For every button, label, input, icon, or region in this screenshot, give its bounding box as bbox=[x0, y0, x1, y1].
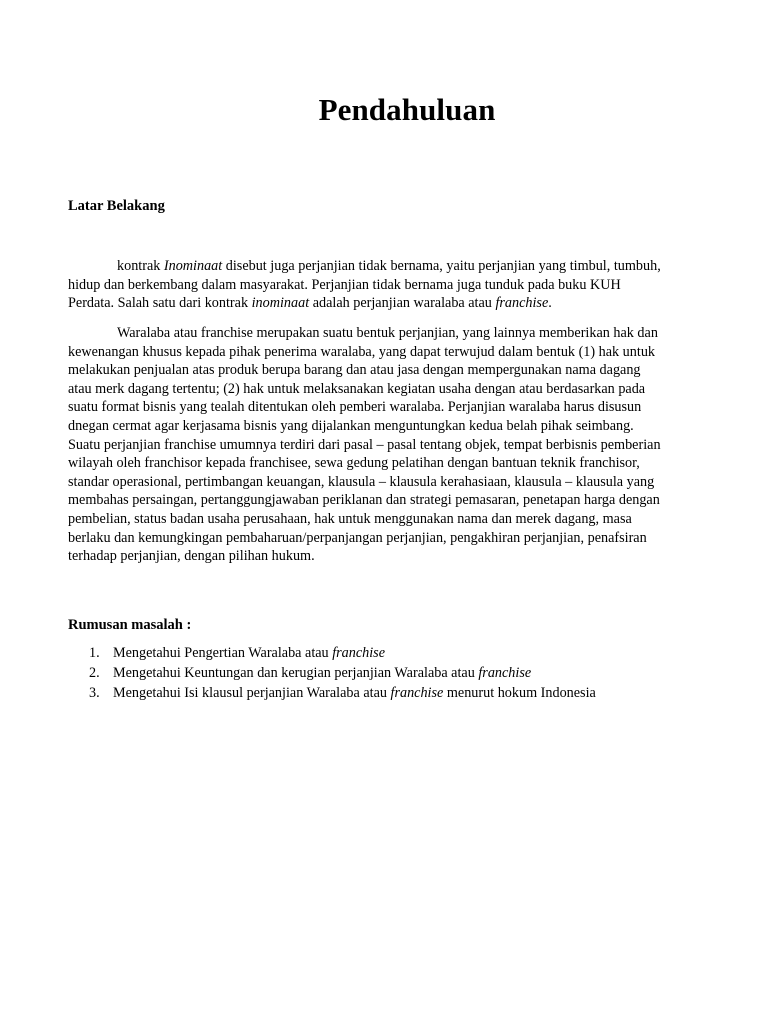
section-heading-rumusan-masalah: Rumusan masalah : bbox=[68, 617, 192, 633]
paragraph-line: Suatu perjanjian franchise umumnya terdiri dari pasal – pasal tentang objek, tempat berbisnis pemberian bbox=[68, 436, 661, 453]
text-run: disebut juga perjanjian tidak bernama, yaitu perjanjian yang timbul, tumbuh, bbox=[222, 258, 661, 274]
page-title: Pendahuluan bbox=[318, 92, 496, 127]
italic-term: franchise bbox=[478, 665, 532, 681]
italic-term: Inominaat bbox=[163, 258, 223, 274]
list-number: 3. bbox=[89, 685, 100, 701]
text-run: adalah perjanjian waralaba atau bbox=[309, 295, 496, 312]
list-number: 1. bbox=[89, 645, 100, 661]
paragraph-intro bbox=[68, 257, 728, 313]
paragraph-line: hidup dan berkembang dalam masyarakat. Perjanjian tidak bernama juga tunduk pada buku KUH bbox=[68, 276, 621, 293]
text-run: Mengetahui Pengertian Waralaba atau bbox=[113, 645, 333, 661]
text-run: Mengetahui Isi klausul perjanjian Waralaba atau bbox=[113, 685, 391, 701]
italic-term: franchise bbox=[495, 295, 549, 312]
list-item bbox=[68, 643, 596, 663]
paragraph-line: kewenangan khusus kepada pihak penerima waralaba, yang dapat terwujud dalam bentuk (1) hak untuk bbox=[68, 343, 656, 360]
italic-term: franchise bbox=[332, 645, 386, 661]
paragraph-line: pembelian, status badan usaha perusahaan, hak untuk menggunakan nama dan merek dagang, masa bbox=[68, 510, 632, 527]
list-number: 2. bbox=[89, 665, 100, 681]
paragraph-line: terhadap perjanjian, dengan pilihan hukum. bbox=[68, 548, 315, 565]
italic-term: franchise bbox=[390, 685, 444, 701]
list-item bbox=[68, 663, 596, 683]
text-run: Mengetahui Keuntungan dan kerugian perjanjian Waralaba atau bbox=[113, 665, 479, 681]
paragraph-line: Waralaba atau franchise merupakan suatu bentuk perjanjian, yang lainnya memberikan hak dan bbox=[117, 325, 658, 341]
paragraph-line: melakukan penjualan atas produk berupa barang dan atau jasa dengan mempergunakan nama dagang bbox=[68, 362, 641, 379]
text-run: kontrak bbox=[117, 258, 164, 274]
paragraph-line bbox=[68, 257, 728, 276]
paragraph-line: berlaku dan kemungkingan pembaharuan/perpanjangan perjanjian, pengakhiran perjanjian, penafsiran bbox=[68, 529, 647, 546]
text-run: menurut hokum Indonesia bbox=[443, 685, 596, 701]
text-run: Perdata. Salah satu dari kontrak bbox=[68, 295, 252, 312]
text-run: . bbox=[548, 295, 552, 312]
italic-term: inominaat bbox=[251, 295, 310, 312]
paragraph-line bbox=[68, 294, 728, 313]
paragraph-line: membahas persaingan, pertanggungjawaban periklanan dan strategi pemasaran, penetapan harga dengan bbox=[68, 492, 660, 509]
problem-list bbox=[68, 643, 596, 703]
paragraph-line: wilayah oleh franchisor kepada franchisee, sewa gedung pelatihan dengan bantuan teknik franchisor, bbox=[68, 455, 640, 472]
paragraph-line: suatu format bisnis yang tealah ditentukan oleh pemberi waralaba. Perjanjian waralaba harus disusun bbox=[68, 399, 642, 416]
paragraph-line: dnegan cermat agar kerjasama bisnis yang dijalankan menguntungkan kedua belah pihak seimbang. bbox=[68, 417, 634, 434]
paragraph-line: atau merk dagang tertentu; (2) hak untuk melaksanakan kegiatan usaha dengan atau berdasarkan pada bbox=[68, 380, 646, 397]
section-heading-latar-belakang: Latar Belakang bbox=[68, 198, 165, 214]
paragraph-franchise bbox=[68, 324, 728, 566]
list-item bbox=[68, 683, 596, 703]
paragraph-line: standar operasional, pertimbangan keuangan, klausula – klausula kerahasiaan, klausula – klausula yang bbox=[68, 473, 655, 490]
